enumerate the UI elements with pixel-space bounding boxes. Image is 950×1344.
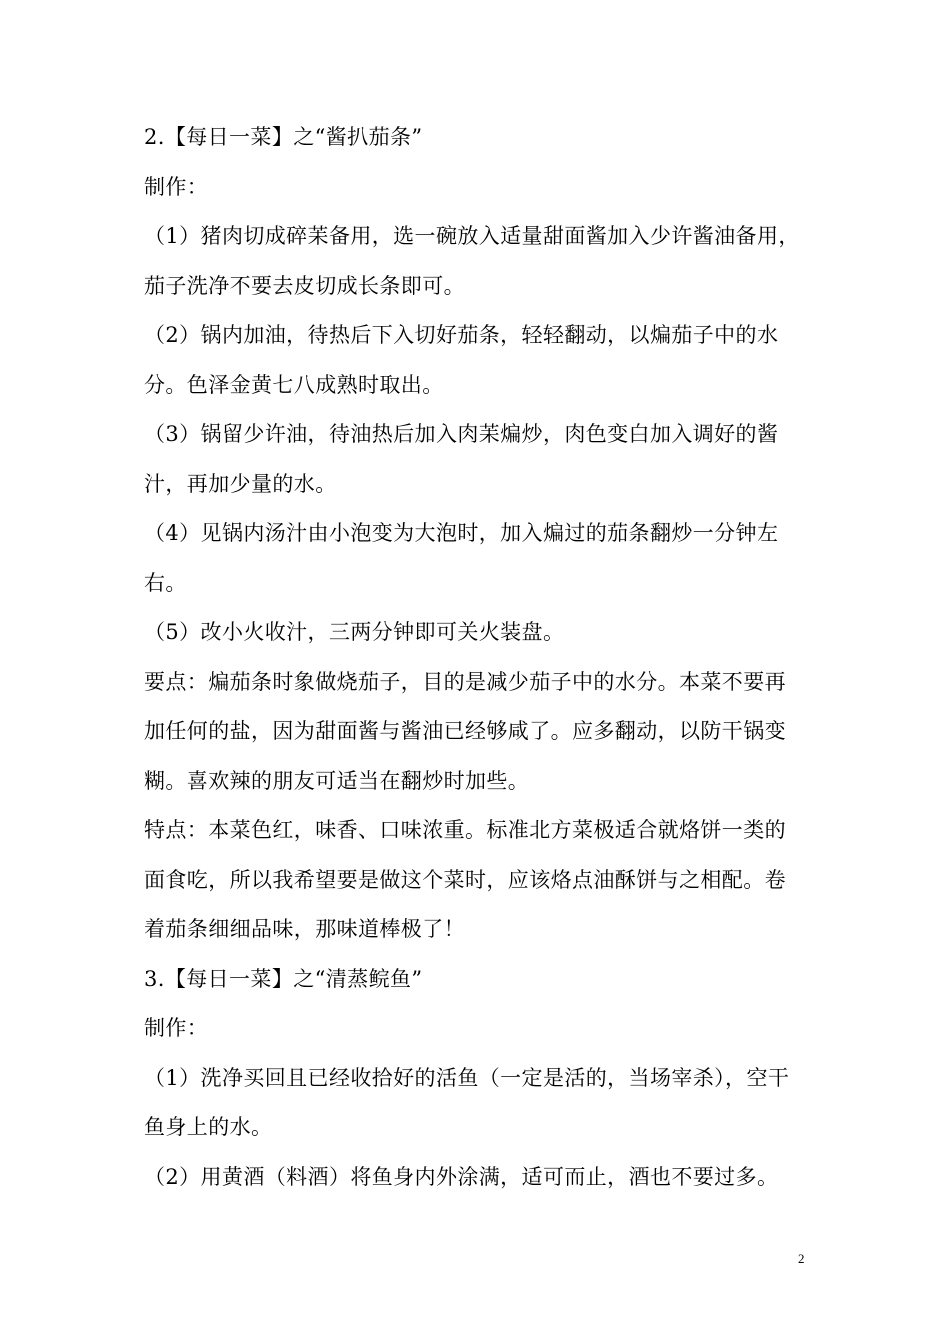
key-points-line-3: 糊。喜欢辣的朋友可适当在翻炒时加些。 (144, 768, 530, 793)
step-1-line-1: （1）洗净买回且已经收拾好的活鱼（一定是活的，当场宰杀），空干 (144, 1065, 790, 1090)
step-1-line-2: 茄子洗净不要去皮切成长条即可。 (144, 273, 465, 298)
method-label: 制作： (144, 1016, 209, 1040)
step-3-line-2: 汁，再加少量的水。 (144, 471, 337, 496)
step-1-line-2: 鱼身上的水。 (144, 1115, 273, 1139)
step-4-line-1: （4）见锅内汤汁由小泡变为大泡时，加入煸过的茄条翻炒一分钟左 (144, 521, 779, 545)
step-4-line-2: 右。 (144, 570, 187, 595)
step-2-line-1: （2）锅内加油，待热后下入切好茄条，轻轻翻动，以煸茄子中的水 (144, 323, 779, 347)
features-line-2: 面食吃，所以我希望要是做这个菜时，应该烙点油酥饼与之相配。卷 (144, 867, 786, 892)
step-5-line-1: （5）改小火收汁，三两分钟即可关火装盘。 (144, 620, 565, 644)
key-points-line-1: 要点：煸茄条时象做烧茄子，目的是减少茄子中的水分。本菜不要再 (144, 669, 786, 694)
step-2-line-1: （2）用黄酒（料酒）将鱼身内外涂满，适可而止，酒也不要过多。 (144, 1164, 779, 1189)
method-label: 制作： (144, 174, 209, 199)
step-3-line-1: （3）锅留少许油，待油热后加入肉苿煸炒，肉色变白加入调好的酱 (144, 422, 779, 446)
section-heading-qingzheng-huanyu: 3.【每日一菜】之“清蒸鲩鱼” (144, 966, 423, 991)
page-number: 2 (798, 1251, 805, 1266)
features-line-1: 特点：本菜色红，味香、口味浓重。标准北方菜极适合就烙饼一类的 (144, 818, 786, 842)
section-heading-jiangpa-qietiao: 2.【每日一菜】之“酱扒茄条” (144, 125, 423, 149)
step-2-line-2: 分。色泽金黄七八成熟时取出。 (144, 372, 444, 397)
step-1-line-1: （1）猪肉切成碎苿备用，选一碗放入适量甜面酱加入少许酱油备用， (144, 224, 800, 248)
key-points-line-2: 加任何的盐，因为甜面酱与酱油已经够咸了。应多翻动，以防干锅变 (144, 719, 786, 743)
document-body (144, 113, 809, 1202)
features-line-3: 着茄条细细品味，那味道棒极了！ (144, 917, 465, 941)
